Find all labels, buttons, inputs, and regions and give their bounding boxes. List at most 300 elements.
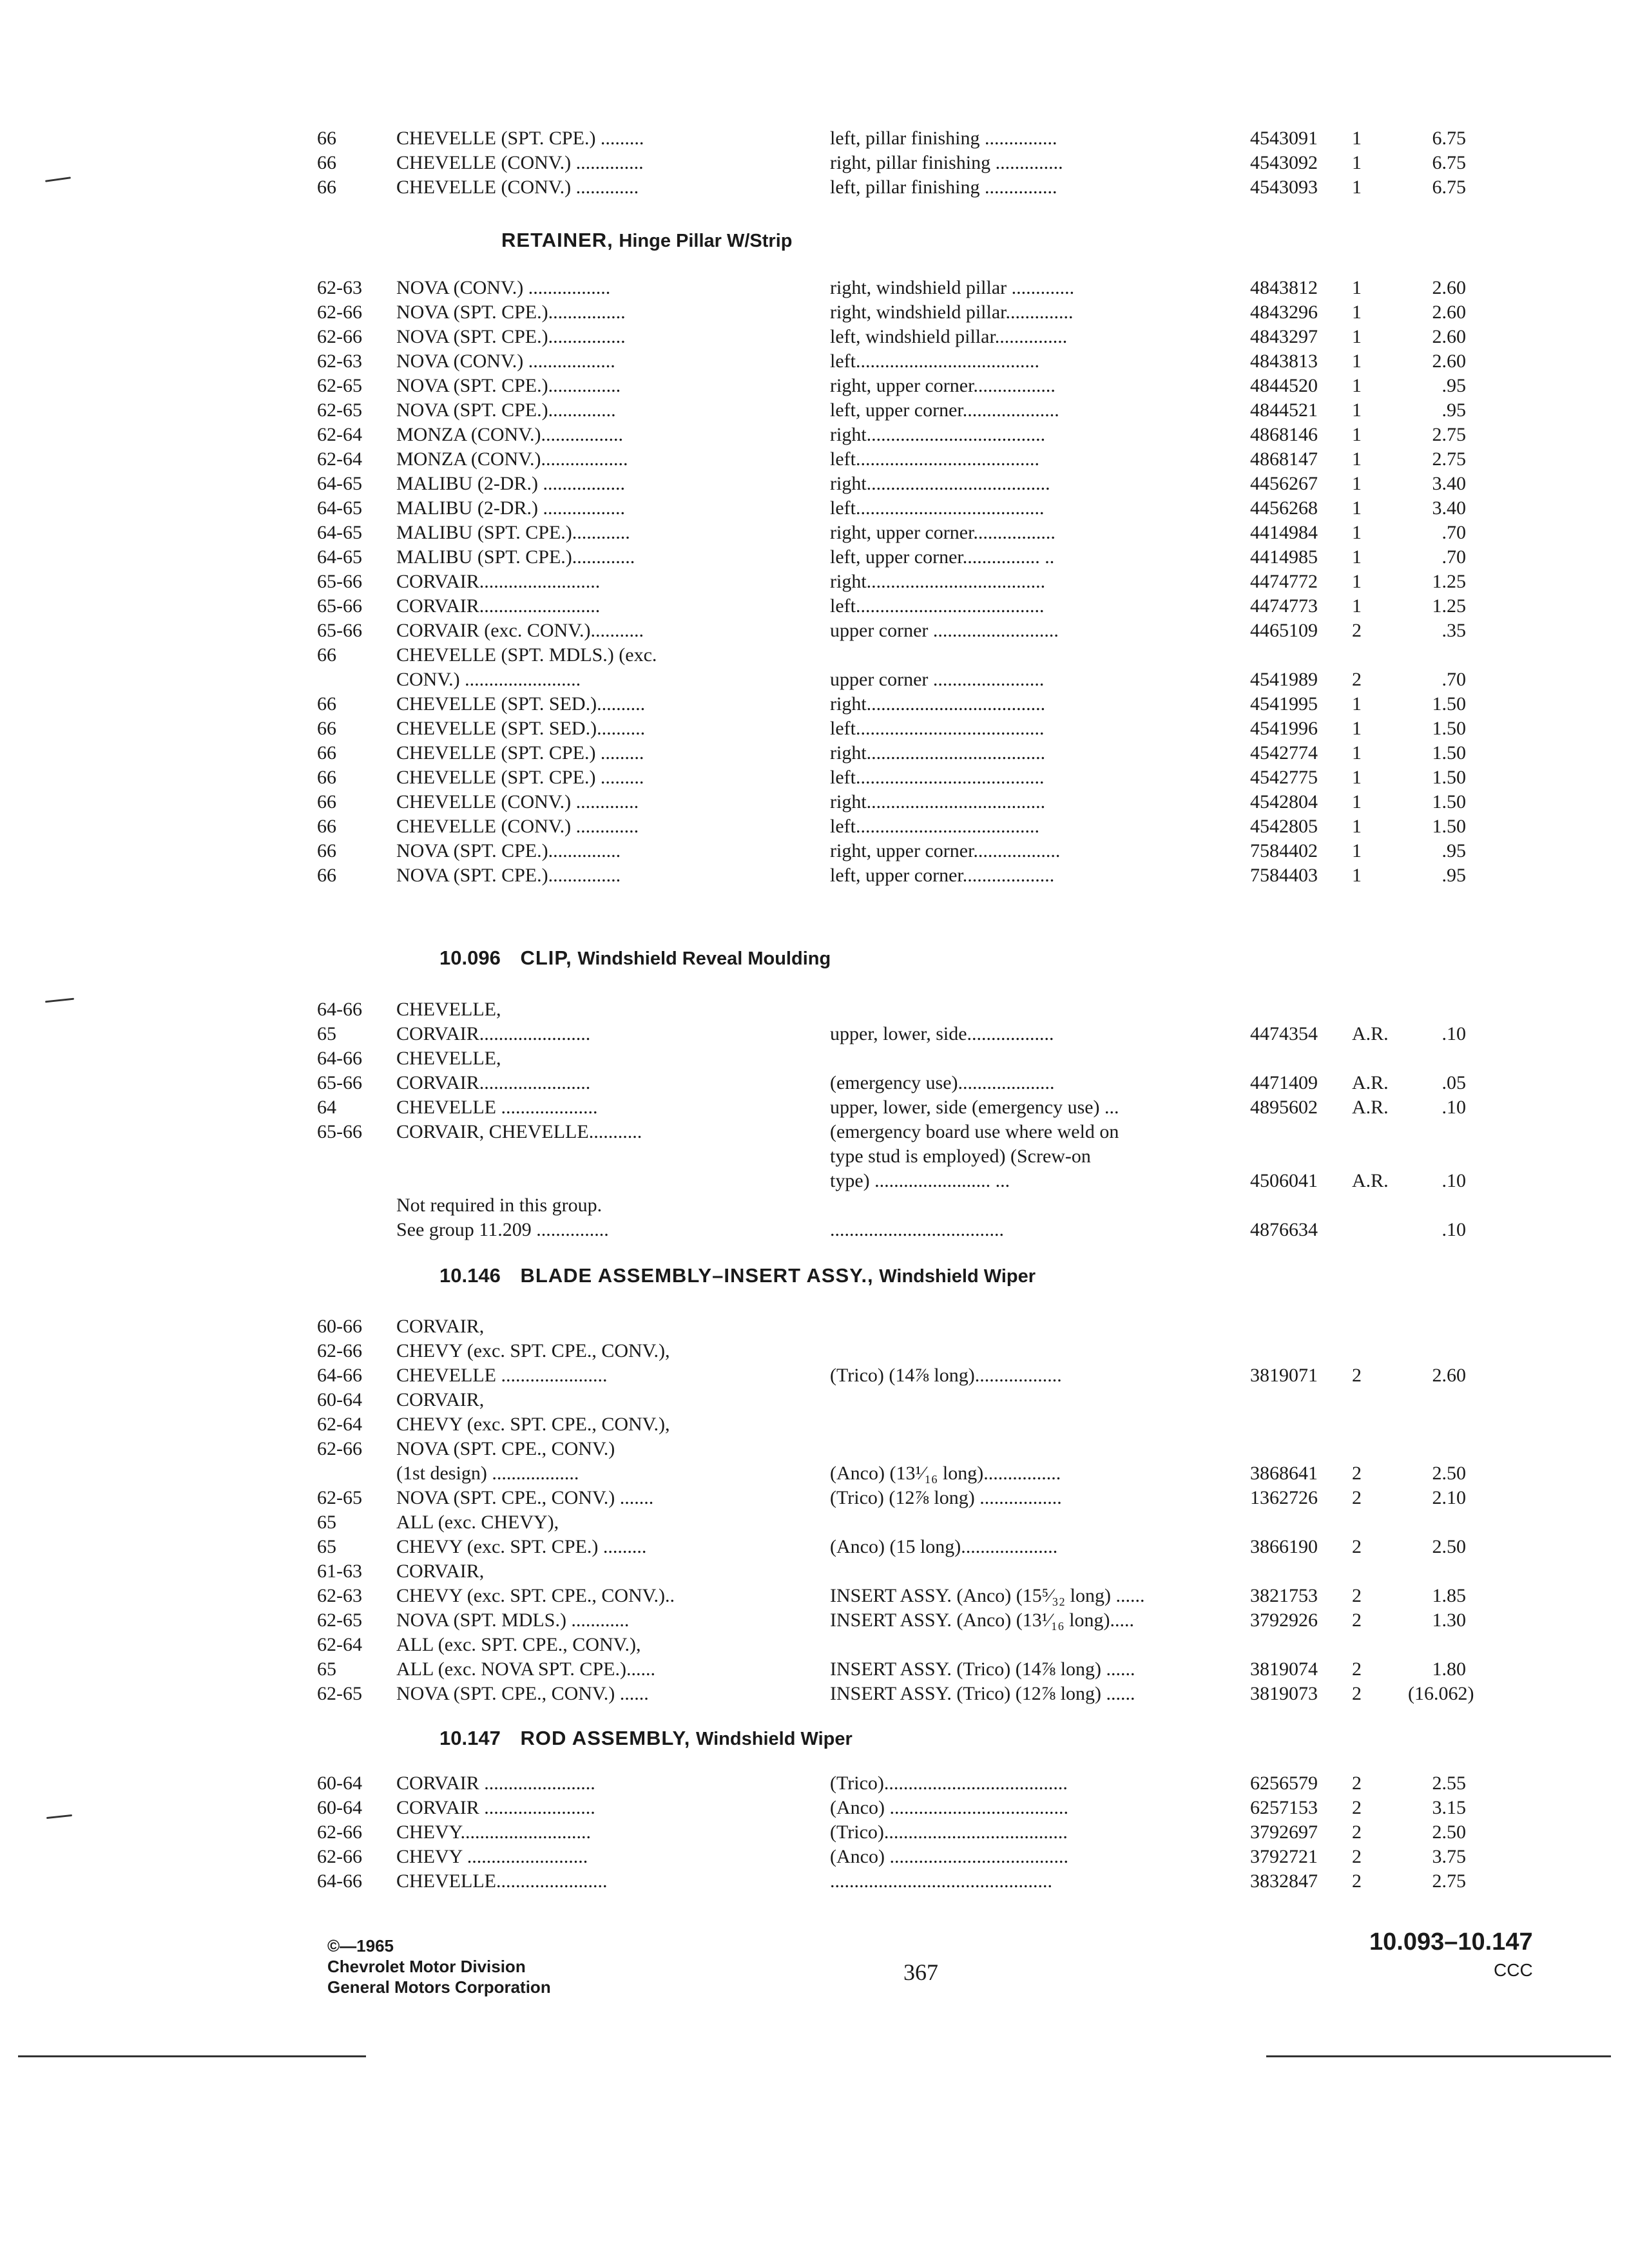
part-number-cell: 4542805 [1250,816,1318,837]
table-row [0,126,1629,151]
description-cell: type) ........................ ... [830,1170,1010,1191]
year-cell: 62-66 [317,302,362,323]
model-cell: CHEVY (exc. SPT. CPE.) ......... [396,1536,647,1557]
heading-subtitle: Hinge Pillar W/Strip [619,231,793,251]
quantity-cell: 2 [1352,620,1362,641]
model-cell: CHEVY (exc. SPT. CPE., CONV.), [396,1340,670,1361]
description-cell: upper, lower, side (emergency use) ... [830,1097,1119,1118]
table-row [0,1633,1629,1657]
part-number-cell: 3866190 [1250,1536,1318,1557]
model-cell: CHEVELLE (CONV.) ............. [396,177,639,198]
table-row [0,325,1629,349]
description-cell: (emergency use).................... [830,1072,1055,1093]
description-cell: right..................................... [830,571,1046,592]
year-cell: 62-63 [317,1585,362,1606]
price-cell: 2.75 [1432,448,1466,470]
price-cell: 2.60 [1432,351,1466,372]
description-cell: type stud is employed) (Screw-on [830,1146,1091,1167]
table-row [0,1120,1629,1144]
price-cell: 2.75 [1432,1870,1466,1892]
year-cell: 60-64 [317,1389,362,1410]
table-row [0,472,1629,496]
part-number-cell: 4474772 [1250,571,1318,592]
part-number-cell: 3819073 [1250,1683,1318,1704]
price-cell: .95 [1441,375,1466,396]
part-number-cell: 4542775 [1250,767,1318,788]
section-range: 10.093–10.147 [1369,1928,1533,1956]
part-number-cell: 4844521 [1250,399,1318,421]
description-cell: right, upper corner................. [830,522,1055,543]
model-cell: MONZA (CONV.)................. [396,424,623,445]
model-cell: CHEVELLE ...................... [396,1365,608,1386]
price-cell: 1.85 [1432,1585,1466,1606]
table-row [0,1486,1629,1510]
description-cell: left....................................... [830,497,1045,519]
quantity-cell: 2 [1352,1821,1362,1843]
model-cell: CHEVY........................... [396,1821,591,1843]
year-cell: 62-65 [317,1683,362,1704]
table-row [0,1796,1629,1820]
part-number-cell: 6256579 [1250,1773,1318,1794]
part-number-cell: 4465109 [1250,620,1318,641]
model-cell: CHEVELLE (SPT. CPE.) ......... [396,767,644,788]
price-cell: 2.50 [1432,1463,1466,1484]
model-cell: NOVA (SPT. CPE.)............... [396,375,621,396]
quantity-cell: 2 [1352,1365,1362,1386]
description-cell: left....................................... [830,595,1045,617]
part-number-cell: 4843296 [1250,302,1318,323]
model-cell: CORVAIR, [396,1561,485,1582]
price-cell: 2.55 [1432,1773,1466,1794]
heading-title: ROD ASSEMBLY, [520,1727,691,1749]
table-row [0,545,1629,570]
model-cell: CHEVY (exc. SPT. CPE., CONV.), [396,1414,670,1435]
price-cell: 1.50 [1432,693,1466,715]
price-cell: 2.60 [1432,302,1466,323]
model-cell: CHEVELLE (CONV.) ............. [396,791,639,812]
description-cell: right...................................... [830,473,1050,494]
division-name: Chevrolet Motor Division [327,1957,526,1976]
part-number-cell: 3792697 [1250,1821,1318,1843]
clip-table [0,997,1629,1242]
table-row [0,839,1629,863]
table-row [0,619,1629,643]
model-cell: CHEVELLE, [396,1048,501,1069]
year-cell: 62-65 [317,1610,362,1631]
quantity-cell: 1 [1352,742,1362,764]
model-cell: CORVAIR, [396,1316,485,1337]
model-cell: NOVA (SPT. CPE.)................ [396,302,626,323]
year-cell: 64-66 [317,1048,362,1069]
price-cell: (16.062) [1408,1683,1474,1704]
price-cell: .95 [1441,840,1466,861]
part-number-cell: 4541996 [1250,718,1318,739]
year-cell: 61-63 [317,1561,362,1582]
part-number-cell: 4843813 [1250,351,1318,372]
year-cell: 66 [317,767,336,788]
table-row [0,1412,1629,1437]
model-cell: CONV.) ........................ [396,669,581,690]
price-cell: 2.10 [1432,1487,1466,1508]
model-cell: CHEVY ......................... [396,1846,588,1867]
description-cell: (Trico)...................................... [830,1773,1068,1794]
quantity-cell: 1 [1352,473,1362,494]
price-cell: .10 [1441,1023,1466,1044]
price-cell: .35 [1441,620,1466,641]
price-cell: 6.75 [1432,152,1466,173]
year-cell: 66 [317,152,336,173]
model-cell: MALIBU (2-DR.) ................. [396,497,625,519]
price-cell: 1.50 [1432,816,1466,837]
quantity-cell: 1 [1352,277,1362,298]
description-cell: (Anco) ..................................... [830,1797,1068,1818]
table-row [0,1845,1629,1869]
model-cell: CHEVELLE (CONV.) .............. [396,152,644,173]
model-cell: CORVAIR....................... [396,1072,591,1093]
table-row [0,1682,1629,1706]
quantity-cell: 1 [1352,424,1362,445]
table-row [0,1559,1629,1584]
description-cell: upper, lower, side.................. [830,1023,1054,1044]
table-row [0,1437,1629,1461]
part-number-cell: 3821753 [1250,1585,1318,1606]
quantity-cell: 2 [1352,1463,1362,1484]
heading-subtitle: Windshield Wiper [879,1266,1036,1287]
description-cell: right..................................... [830,424,1046,445]
description-cell: left...................................... [830,351,1039,372]
quantity-cell: 2 [1352,1797,1362,1818]
quantity-cell: 2 [1352,1487,1362,1508]
model-cell: NOVA (CONV.) .................. [396,351,615,372]
part-number-cell: 4456268 [1250,497,1318,519]
quantity-cell: 1 [1352,693,1362,715]
model-cell: MALIBU (SPT. CPE.)............ [396,522,630,543]
price-cell: .95 [1441,399,1466,421]
year-cell: 66 [317,742,336,764]
year-cell: 65-66 [317,571,362,592]
model-cell: NOVA (SPT. CPE.).............. [396,399,616,421]
model-cell: NOVA (SPT. CPE., CONV.) [396,1438,615,1459]
description-cell: upper corner .......................... [830,620,1059,641]
year-cell: 64-65 [317,473,362,494]
part-number-cell: 4542774 [1250,742,1318,764]
table-row [0,1869,1629,1894]
year-cell: 66 [317,718,336,739]
quantity-cell: 2 [1352,1773,1362,1794]
price-cell: .05 [1441,1072,1466,1093]
quantity-cell: 1 [1352,128,1362,149]
quantity-cell: A.R. [1352,1072,1389,1093]
year-cell: 64-65 [317,522,362,543]
quantity-cell: 1 [1352,546,1362,568]
part-number-cell: 3832847 [1250,1870,1318,1892]
section-heading-clip [439,947,831,970]
model-cell: MALIBU (SPT. CPE.)............. [396,546,635,568]
model-cell: CHEVELLE (SPT. SED.).......... [396,718,646,739]
quantity-cell: 2 [1352,1683,1362,1704]
description-cell: left, pillar finishing ............... [830,177,1057,198]
section-heading-retainer [501,229,792,252]
quantity-cell: 1 [1352,840,1362,861]
description-cell: .................................... [830,1219,1004,1240]
quantity-cell: 1 [1352,497,1362,519]
part-number-cell: 4844520 [1250,375,1318,396]
model-cell: ALL (exc. SPT. CPE., CONV.), [396,1634,641,1655]
quantity-cell: 1 [1352,767,1362,788]
part-number-cell: 4541989 [1250,669,1318,690]
part-number-cell: 4474354 [1250,1023,1318,1044]
description-cell: INSERT ASSY. (Trico) (12⅞ long) ...... [830,1683,1135,1704]
part-number-cell: 4456267 [1250,473,1318,494]
table-row [0,1071,1629,1095]
year-cell: 65-66 [317,1072,362,1093]
table-row [0,447,1629,472]
model-cell: ALL (exc. NOVA SPT. CPE.)...... [396,1658,655,1680]
price-cell: 1.50 [1432,742,1466,764]
year-cell: 65 [317,1512,336,1533]
description-cell: (emergency board use where weld on [830,1121,1119,1142]
year-cell: 66 [317,840,336,861]
table-row [0,151,1629,175]
model-cell: CORVAIR ....................... [396,1773,595,1794]
description-cell: right..................................... [830,693,1046,715]
page-number: 367 [903,1959,938,1985]
price-cell: .10 [1441,1219,1466,1240]
description-cell: left....................................... [830,718,1045,739]
price-cell: 2.60 [1432,277,1466,298]
model-cell: MALIBU (2-DR.) ................. [396,473,625,494]
heading-subtitle: Windshield Wiper [696,1729,853,1749]
description-cell: right..................................... [830,742,1046,764]
description-cell: (Trico) (12⅞ long) ................. [830,1487,1062,1508]
quantity-cell: 1 [1352,302,1362,323]
year-cell: 62-65 [317,1487,362,1508]
year-cell: 62-65 [317,399,362,421]
description-cell: right, windshield pillar.............. [830,302,1074,323]
quantity-cell: 1 [1352,718,1362,739]
part-number-cell: 3792926 [1250,1610,1318,1631]
part-number-cell: 3792721 [1250,1846,1318,1867]
model-cell: CHEVELLE (SPT. SED.).......... [396,693,646,715]
table-row [0,643,1629,668]
table-row [0,692,1629,716]
model-cell: NOVA (SPT. CPE., CONV.) ...... [396,1683,649,1704]
year-cell: 62-63 [317,351,362,372]
description-cell: left...................................... [830,816,1039,837]
table-row [0,398,1629,423]
price-cell: 2.75 [1432,424,1466,445]
price-cell: 6.75 [1432,177,1466,198]
price-cell: 1.30 [1432,1610,1466,1631]
part-number-cell: 4868146 [1250,424,1318,445]
model-cell: CORVAIR......................... [396,595,601,617]
price-cell: 1.25 [1432,571,1466,592]
part-number-cell: 3868641 [1250,1463,1318,1484]
table-row [0,1193,1629,1218]
corporation-name: General Motors Corporation [327,1977,551,1997]
model-cell: CORVAIR......................... [396,571,601,592]
year-cell: 60-64 [317,1773,362,1794]
price-cell: 3.40 [1432,497,1466,519]
model-cell: CHEVY (exc. SPT. CPE., CONV.).. [396,1585,675,1606]
quantity-cell: 2 [1352,1846,1362,1867]
year-cell: 65-66 [317,620,362,641]
model-cell: NOVA (SPT. MDLS.) ............ [396,1610,630,1631]
table-row [0,594,1629,619]
part-number-cell: 4843297 [1250,326,1318,347]
model-cell: NOVA (SPT. CPE.)............... [396,865,621,886]
table-row [0,1657,1629,1682]
quantity-cell: A.R. [1352,1023,1389,1044]
table-row [0,1388,1629,1412]
table-row [0,374,1629,398]
price-cell: 1.25 [1432,595,1466,617]
model-cell: CORVAIR, CHEVELLE........... [396,1121,642,1142]
heading-subtitle: Windshield Reveal Moulding [577,948,831,969]
price-cell: 6.75 [1432,128,1466,149]
year-cell: 66 [317,865,336,886]
price-cell: .95 [1441,865,1466,886]
model-cell: NOVA (SPT. CPE.)................ [396,326,626,347]
price-cell: .70 [1441,522,1466,543]
table-row [0,1461,1629,1486]
part-number-cell: 4895602 [1250,1097,1318,1118]
year-cell: 65 [317,1536,336,1557]
part-number-cell: 4843812 [1250,277,1318,298]
table-row [0,1144,1629,1169]
description-cell: left...................................... [830,448,1039,470]
part-number-cell: 4471409 [1250,1072,1318,1093]
quantity-cell: 1 [1352,595,1362,617]
table-row [0,1095,1629,1120]
price-cell: .70 [1441,546,1466,568]
table-row [0,1169,1629,1193]
price-cell: 2.50 [1432,1536,1466,1557]
description-cell: (Anco) (13¹⁄₁₆ long)................ [830,1463,1061,1484]
price-cell: 3.75 [1432,1846,1466,1867]
year-cell: 62-66 [317,1438,362,1459]
price-cell: 2.50 [1432,1821,1466,1843]
part-number-cell: 4542804 [1250,791,1318,812]
price-cell: 1.50 [1432,791,1466,812]
part-number-cell: 4543092 [1250,152,1318,173]
description-cell: (Anco) (15 long).................... [830,1536,1058,1557]
table-row [0,716,1629,741]
quantity-cell: A.R. [1352,1170,1389,1191]
part-number-cell: 4474773 [1250,595,1318,617]
year-cell: 64-66 [317,999,362,1020]
copyright: ©—1965 [327,1936,394,1956]
model-cell: CHEVELLE....................... [396,1870,608,1892]
quantity-cell: 2 [1352,1658,1362,1680]
table-row [0,1584,1629,1608]
quantity-cell: A.R. [1352,1097,1389,1118]
quantity-cell: 1 [1352,152,1362,173]
model-cell: CHEVELLE .................... [396,1097,598,1118]
quantity-cell: 1 [1352,177,1362,198]
year-cell: 62-66 [317,1846,362,1867]
quantity-cell: 2 [1352,1536,1362,1557]
heading-title: BLADE ASSEMBLY–INSERT ASSY., [520,1264,874,1287]
section-number: 10.146 [439,1264,501,1287]
section-heading-blade [439,1264,1036,1287]
year-cell: 64 [317,1097,336,1118]
table-row [0,765,1629,790]
bottom-rule [1266,2055,1611,2057]
year-cell: 65 [317,1023,336,1044]
part-number-cell: 3819074 [1250,1658,1318,1680]
table-row [0,1820,1629,1845]
model-cell: CORVAIR, [396,1389,485,1410]
part-number-cell: 4506041 [1250,1170,1318,1191]
year-cell: 64-66 [317,1365,362,1386]
table-row [0,1771,1629,1796]
table-row [0,668,1629,692]
price-cell: 2.60 [1432,326,1466,347]
description-cell: right, upper corner.................. [830,840,1061,861]
price-cell: 3.40 [1432,473,1466,494]
table-row [0,300,1629,325]
year-cell: 65-66 [317,1121,362,1142]
quantity-cell: 2 [1352,1870,1362,1892]
model-cell: CHEVELLE, [396,999,501,1020]
part-number-cell: 4543093 [1250,177,1318,198]
table-row [0,997,1629,1022]
table-row [0,1218,1629,1242]
description-cell: (Trico) (14⅞ long).................. [830,1365,1062,1386]
description-cell: left, upper corner................... [830,865,1055,886]
year-cell: 62-66 [317,1821,362,1843]
price-cell: 1.80 [1432,1658,1466,1680]
model-cell: CHEVELLE (CONV.) ............. [396,816,639,837]
description-cell: right, windshield pillar ............. [830,277,1075,298]
year-cell: 64-65 [317,546,362,568]
year-cell: 66 [317,644,336,666]
quantity-cell: 1 [1352,816,1362,837]
year-cell: 65 [317,1658,336,1680]
table-row [0,741,1629,765]
quantity-cell: 1 [1352,399,1362,421]
table-row [0,1363,1629,1388]
retainer-table [0,276,1629,888]
price-cell: .10 [1441,1170,1466,1191]
quantity-cell: 1 [1352,448,1362,470]
table-row [0,175,1629,200]
model-cell: CORVAIR ....................... [396,1797,595,1818]
table-row [0,1608,1629,1633]
part-number-cell: 7584403 [1250,865,1318,886]
model-cell: NOVA (CONV.) ................. [396,277,611,298]
quantity-cell: 2 [1352,1585,1362,1606]
bottom-rule [18,2055,366,2057]
model-cell: See group 11.209 ............... [396,1219,609,1240]
blade-table [0,1314,1629,1706]
model-cell: (1st design) .................. [396,1463,579,1484]
year-cell: 66 [317,128,336,149]
description-cell: INSERT ASSY. (Anco) (15⁵⁄₃₂ long) ...... [830,1585,1145,1606]
year-cell: 62-66 [317,1340,362,1361]
table-row [0,863,1629,888]
table-row [0,1022,1629,1046]
table-row [0,423,1629,447]
table-row [0,349,1629,374]
table-row [0,570,1629,594]
year-cell: 65-66 [317,595,362,617]
part-number-cell: 4543091 [1250,128,1318,149]
model-cell: CHEVELLE (SPT. CPE.) ......... [396,742,644,764]
quantity-cell: 1 [1352,326,1362,347]
description-cell: left, upper corner.................... [830,399,1059,421]
